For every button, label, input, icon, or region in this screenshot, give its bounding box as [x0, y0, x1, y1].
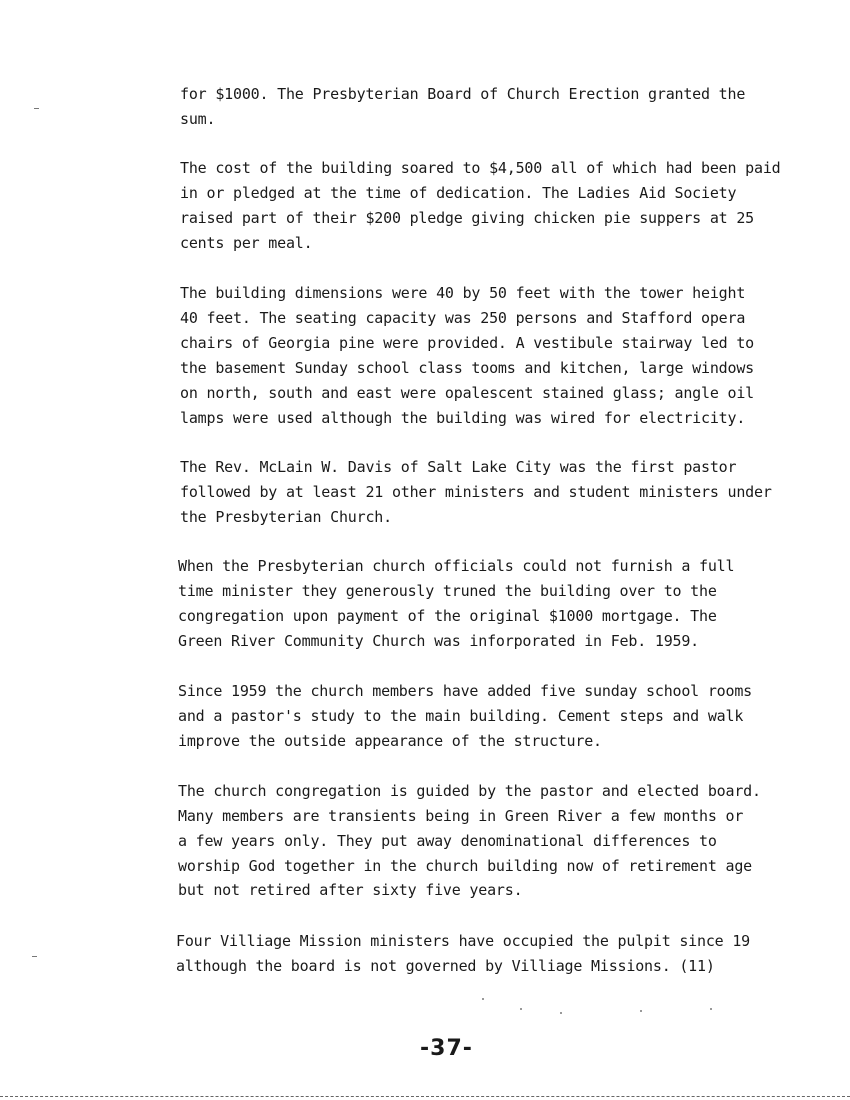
text-line: lamps were used although the building was wired for electricity. — [180, 409, 746, 427]
text-line: although the board is not governed by Villiage Missions. (11) — [176, 957, 715, 975]
text-line: The cost of the building soared to $4,500 all of which had been paid — [180, 159, 781, 177]
scan-speck — [710, 1008, 712, 1010]
text-line: sum. — [180, 110, 216, 128]
text-line: The church congregation is guided by the pastor and elected board. — [178, 782, 761, 800]
text-line: worship God together in the church building now of retirement age — [178, 857, 752, 875]
text-line: on north, south and east were opalescent stained glass; angle oil — [180, 384, 754, 402]
text-line: the Presbyterian Church. — [180, 508, 392, 526]
text-line: improve the outside appearance of the structure. — [178, 732, 602, 750]
text-line: congregation upon payment of the original $1000 mortgage. The — [178, 607, 717, 625]
text-line: a few years only. They put away denominational differences to — [178, 832, 717, 850]
text-line: the basement Sunday school class tooms and kitchen, large windows — [180, 359, 754, 377]
text-line: The Rev. McLain W. Davis of Salt Lake City was the first pastor — [180, 458, 737, 476]
text-line: for $1000. The Presbyterian Board of Church Erection granted the — [180, 85, 746, 103]
scan-edge — [0, 1096, 850, 1099]
scan-speck — [482, 998, 484, 1000]
text-line: When the Presbyterian church officials could not furnish a full — [178, 557, 735, 575]
text-line: and a pastor's study to the main building. Cement steps and walk — [178, 707, 744, 725]
scan-speck — [560, 1012, 562, 1014]
text-line: time minister they generously truned the building over to the — [178, 582, 717, 600]
text-line: chairs of Georgia pine were provided. A vestibule stairway led to — [180, 334, 754, 352]
page-number: -37- — [420, 1036, 473, 1061]
text-line: in or pledged at the time of dedication. The Ladies Aid Society — [180, 184, 737, 202]
text-line: followed by at least 21 other ministers and student ministers under — [180, 483, 772, 501]
text-line: 40 feet. The seating capacity was 250 persons and Stafford opera — [180, 309, 746, 327]
scan-mark — [34, 108, 39, 109]
scan-speck — [520, 1008, 522, 1010]
text-line: Many members are transients being in Green River a few months or — [178, 807, 744, 825]
text-line: cents per meal. — [180, 234, 313, 252]
text-line: Green River Community Church was inforporated in Feb. 1959. — [178, 632, 700, 650]
scan-speck — [640, 1010, 642, 1012]
text-line: The building dimensions were 40 by 50 feet with the tower height — [180, 284, 746, 302]
text-line: Four Villiage Mission ministers have occupied the pulpit since 19 — [176, 932, 750, 950]
text-line: Since 1959 the church members have added five sunday school rooms — [178, 682, 752, 700]
scan-mark — [32, 956, 37, 957]
text-line: but not retired after sixty five years. — [178, 881, 523, 899]
text-line: raised part of their $200 pledge giving chicken pie suppers at 25 — [180, 209, 754, 227]
